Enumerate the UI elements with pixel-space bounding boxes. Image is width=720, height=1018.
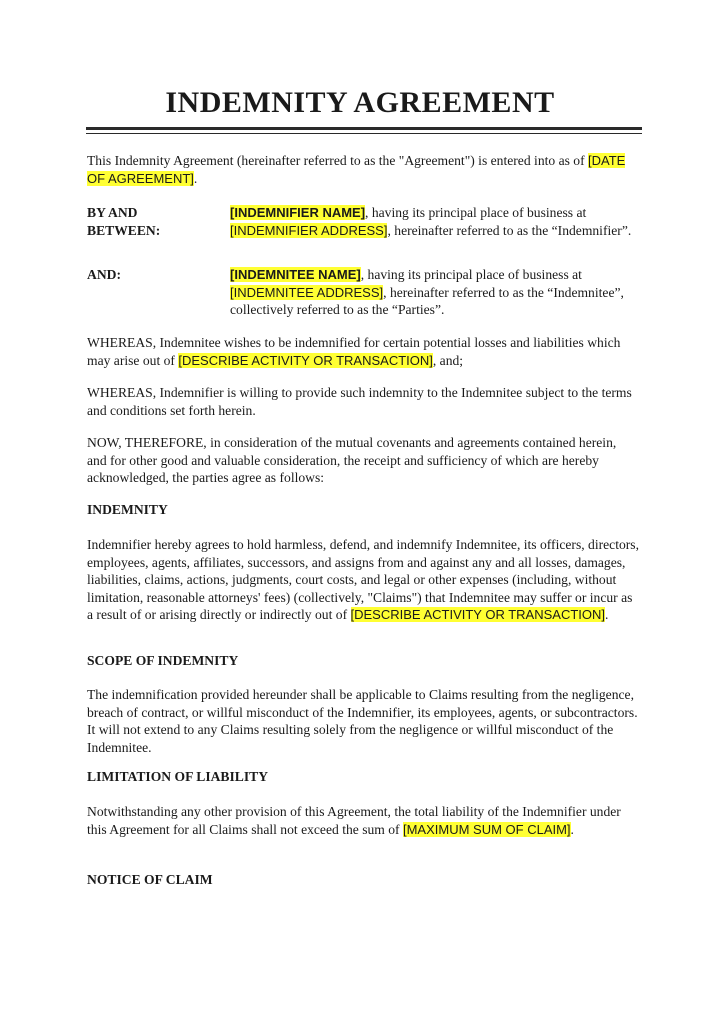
limitation-heading: LIMITATION OF LIABILITY: [87, 769, 269, 784]
indemnifier-text-2: , hereinafter referred to as the “Indemnifier”.: [387, 222, 632, 238]
document-title: INDEMNITY AGREEMENT: [165, 86, 555, 119]
scope-heading: SCOPE OF INDEMNITY: [87, 653, 239, 668]
indemnity-end: .: [605, 607, 609, 622]
now-therefore-paragraph: NOW, THEREFORE, in consideration of the mutual covenants and agreements contained herein, and for other good and valuable consideration, the receipt and sufficiency of which are hereby acknowledged, the parties agree as follows:: [87, 435, 617, 485]
limitation-end: .: [570, 821, 574, 837]
indemnifier-paragraph: [230, 204, 635, 239]
activity-placeholder-1: [DESCRIBE ACTIVITY OR TRANSACTION]: [178, 352, 433, 368]
date-placeholder: [DATE OF AGREEMENT]: [87, 153, 626, 186]
indemnifier-name-placeholder: [INDEMNIFIER NAME]: [230, 205, 366, 220]
indemnifier-address-placeholder: [INDEMNIFIER ADDRESS]: [230, 222, 388, 238]
indemnitee-text-1: , having its principal place of business at: [360, 267, 582, 282]
intro-paragraph: [87, 152, 639, 187]
and-label: AND:: [87, 267, 121, 282]
whereas-1-end: , and;: [432, 352, 464, 368]
intro-end: .: [193, 170, 198, 186]
indemnity-paragraph: [87, 536, 639, 624]
activity-placeholder-2: [DESCRIBE ACTIVITY OR TRANSACTION]: [350, 607, 606, 622]
limitation-paragraph: [87, 803, 639, 838]
indemnifier-text-1: , having its principal place of business at: [365, 205, 587, 220]
whereas-2-paragraph: WHEREAS, Indemnifier is willing to provide such indemnity to the Indemnitee subject to the terms and conditions set forth herein.: [87, 385, 632, 418]
intro-text: This Indemnity Agreement (hereinafter referred to as the "Agreement") is entered into as of: [87, 153, 589, 168]
indemnitee-name-placeholder: [INDEMNITEE NAME]: [230, 267, 361, 282]
title-rule-thin: [86, 133, 642, 134]
whereas-1-text: WHEREAS, Indemnitee wishes to be indemnified for certain potential losses and liabilities which may arise out of: [87, 335, 621, 368]
by-and-between-label: BY AND BETWEEN:: [87, 205, 161, 238]
indemnity-heading: INDEMNITY: [87, 502, 168, 517]
indemnitee-text-2: , hereinafter referred to as the “Indemnitee”, collectively referred to as the “Parties”.: [230, 284, 624, 317]
whereas-1-paragraph: [87, 334, 639, 369]
indemnitee-paragraph: [230, 266, 635, 319]
indemnity-text: Indemnifier hereby agrees to hold harmless, defend, and indemnify Indemnitee, its officers, directors, employees, agents, affiliates, successors, and assigns from and against any and all losses, damages, liabilities, claims, actions, judgments, court costs, and legal or other expenses (including, without limitation, reasonable attorneys' fees) (collectively, "Claims") that Indemnitee may suffer or incur as a result of or arising directly or indirectly out of: [87, 537, 640, 622]
notice-heading: NOTICE OF CLAIM: [87, 872, 213, 887]
limitation-text: Notwithstanding any other provision of this Agreement, the total liability of the Indemnifier under this Agreement for all Claims shall not exceed the sum of: [87, 804, 621, 837]
scope-paragraph: The indemnification provided hereunder shall be applicable to Claims resulting from the negligence, breach of contract, or willful misconduct of the Indemnifier, its employees, agents, or subcontractors. It will not extend to any Claims resulting solely from the negligence or willful misconduct of the Indemnitee.: [87, 687, 638, 755]
indemnitee-address-placeholder: [INDEMNITEE ADDRESS]: [230, 284, 384, 300]
title-rule-thick: [86, 127, 642, 130]
maximum-sum-placeholder: [MAXIMUM SUM OF CLAIM]: [402, 821, 571, 837]
